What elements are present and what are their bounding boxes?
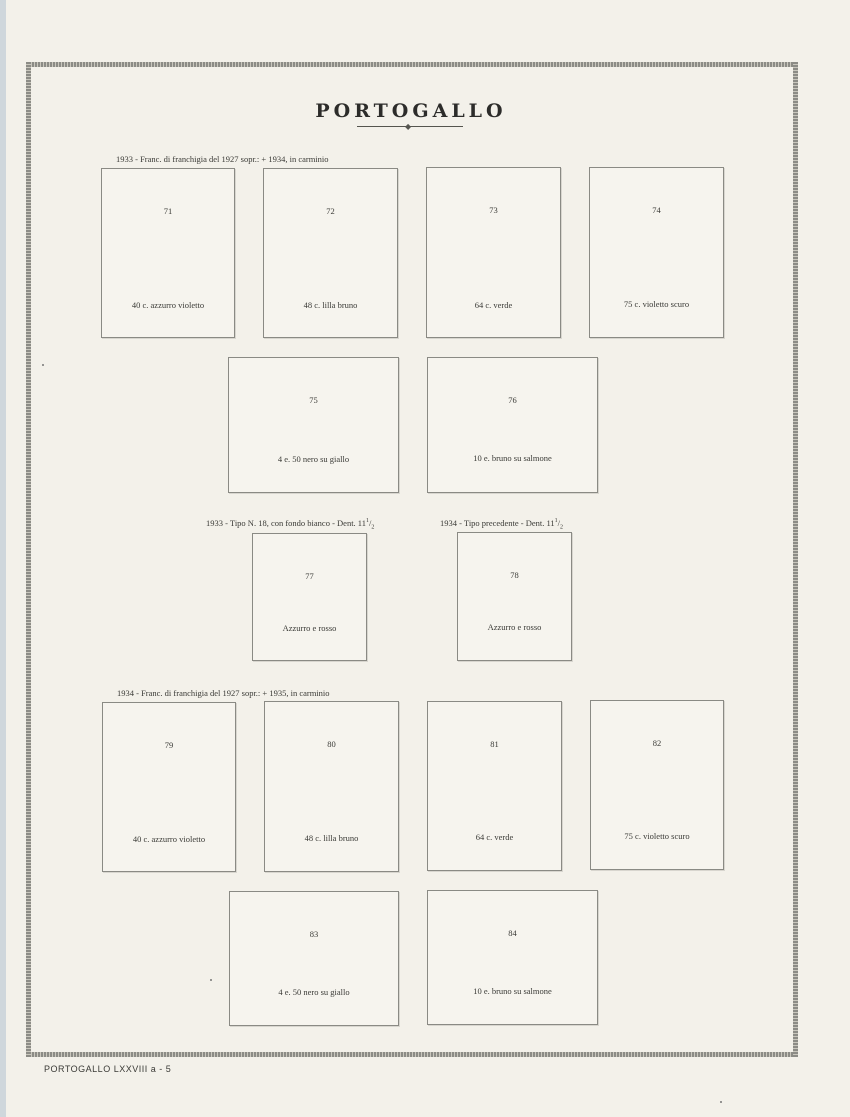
stamp-number: 75 [309, 395, 318, 405]
stamp-description: 64 c. verde [475, 832, 514, 842]
stamp-description: Azzurro e rosso [282, 623, 337, 633]
stamp-slot-74 [589, 167, 724, 338]
stamp-slot-77 [252, 533, 367, 661]
section-caption-3: 1934 - Tipo precedente - Dent. $11^1/_2$ [440, 518, 564, 531]
stamp-number: 78 [510, 570, 519, 580]
stamp-slot-80 [264, 701, 399, 872]
stamp-number: 74 [652, 205, 661, 215]
stamp-description: 10 e. bruno su salmone [473, 986, 552, 996]
frame-bottom [26, 1052, 798, 1057]
stamp-number: 72 [326, 206, 335, 216]
stamp-slot-72 [263, 168, 398, 338]
stamp-number: 76 [508, 395, 517, 405]
caption-text: 1934 - Tipo precedente - Dent. 11 [440, 518, 555, 528]
stamp-slot-83 [229, 891, 399, 1026]
stamp-number: 84 [508, 928, 517, 938]
paper-speck [720, 1101, 722, 1103]
stamp-description: 48 c. lilla bruno [303, 300, 358, 310]
stamp-number: 83 [309, 929, 319, 939]
frame-top [26, 62, 798, 67]
stamp-number: 77 [305, 571, 314, 581]
stamp-slot-81 [427, 701, 562, 871]
caption-text: 1933 - Tipo N. 18, con fondo bianco - Dent. 11 [206, 518, 366, 528]
page-title: PORTOGALLO [315, 100, 507, 122]
section-caption-2: 1933 - Tipo N. 18, con fondo bianco - Dent. $11^1/_2$ [206, 518, 375, 531]
page-footer: PORTOGALLO LXXVIII a - 5 [44, 1064, 172, 1074]
stamp-description: 48 c. lilla bruno [304, 833, 359, 843]
caption-fraction-den: 2 [560, 524, 564, 531]
stamp-description: 4 e. 50 nero su giallo [278, 987, 350, 997]
stamp-slot-79 [102, 702, 236, 872]
stamp-slot-73 [426, 167, 561, 338]
stamp-slot-84 [427, 890, 598, 1025]
stamp-number: 80 [327, 739, 336, 749]
section-caption-4: 1934 - Franc. di franchigia del 1927 sopr.: + 1935, in carminio [117, 688, 330, 698]
stamp-description: Azzurro e rosso [487, 622, 542, 632]
frame-left [26, 62, 31, 1057]
stamp-slot-75 [228, 357, 399, 493]
stamp-slot-71 [101, 168, 235, 338]
stamp-description: 10 e. bruno su salmone [473, 453, 552, 463]
stamp-number: 73 [489, 205, 498, 215]
paper-speck [210, 979, 212, 981]
stamp-description: 75 c. violetto scuro [624, 831, 690, 841]
stamp-number: 71 [163, 206, 173, 216]
stamp-number: 82 [652, 738, 662, 748]
page-edge [0, 0, 6, 1117]
paper-speck [42, 364, 44, 366]
caption-fraction-num: 1 [554, 518, 558, 525]
stamp-number: 81 [490, 739, 499, 749]
stamp-slot-82 [590, 700, 724, 870]
stamp-description: 75 c. violetto scuro [623, 299, 690, 309]
stamp-number: 79 [164, 740, 174, 750]
caption-fraction-num: 1 [366, 518, 369, 525]
stamp-description: 4 e. 50 nero su giallo [277, 454, 350, 464]
title-ornament-icon: ◆ [405, 122, 412, 131]
stamp-slot-76 [427, 357, 598, 493]
stamp-slot-78 [457, 532, 572, 661]
frame-right [793, 62, 798, 1057]
stamp-description: 40 c. azzurro violetto [131, 300, 205, 310]
section-caption-1: 1933 - Franc. di franchigia del 1927 sopr.: + 1934, in carminio [116, 154, 329, 164]
stamp-description: 40 c. azzurro violetto [132, 834, 206, 844]
caption-fraction-den: 2 [371, 524, 375, 531]
stamp-description: 64 c. verde [474, 300, 513, 310]
